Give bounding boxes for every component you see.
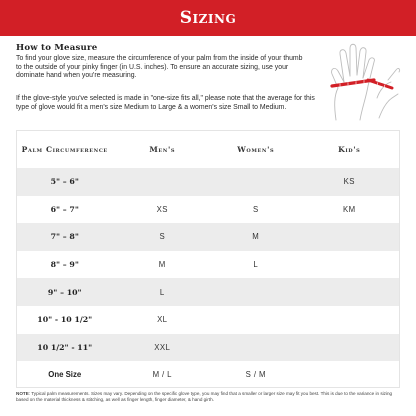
table-row (17, 278, 399, 306)
size-chart-table (16, 130, 400, 388)
palm-range: 10 1/2" - 11" (37, 342, 93, 352)
table-row (17, 251, 399, 279)
hand-measuring-tape-illustration (322, 40, 402, 122)
table-row (17, 306, 399, 334)
table-header-row (17, 131, 399, 168)
kids-size: KM (343, 204, 356, 214)
womens-size: M (252, 232, 260, 242)
mens-size: XXL (154, 342, 171, 352)
page-title: Sizing (179, 8, 237, 28)
footnote-text: : Typical palm measurements. Sizes may vary. Depending on the specific glove type, you may find that a smaller or larger size may fit you best. This is due to the variance in sizing based on the material thickness & stitching, as well as finger length, finger diameter, & hand girth. (16, 391, 393, 403)
footnote (16, 391, 402, 403)
sizing-banner (0, 0, 416, 36)
how-to-measure-heading: How to Measure (16, 43, 98, 53)
table-row (17, 196, 399, 224)
header-kids: Kid's (338, 144, 361, 154)
palm-range: 10" - 10 1/2" (37, 315, 93, 325)
one-size-note: If the glove-style you've selected is made in "one-size fits all," please note that the average for this type of glove would fit a men's size Medium to Large & a women's size Small to Medium. (16, 95, 315, 111)
womens-size: S / M (245, 370, 266, 380)
mens-size: S (159, 232, 166, 242)
palm-range: 5" – 6" (50, 177, 79, 187)
table-row (17, 223, 399, 251)
palm-range: One Size (48, 370, 82, 380)
mens-size: XL (157, 315, 168, 325)
table-row (17, 168, 399, 196)
womens-size: L (253, 260, 259, 270)
how-to-measure-instructions: To find your glove size, measure the circumference of your palm from the inside of your thumb to the outside of your pinky finger (in U.S. inches). To ensure an accurate sizing, use your dominate hand when you're measuring. (16, 55, 303, 80)
kids-size: KS (343, 177, 355, 187)
palm-range: 7" – 8" (50, 232, 79, 242)
womens-size: S (252, 204, 259, 214)
mens-size: XS (156, 204, 168, 214)
palm-range: 9" – 10" (47, 287, 82, 297)
header-womens: Women's (237, 144, 275, 154)
mens-size: L (159, 287, 165, 297)
footnote-label: NOTE (16, 391, 29, 396)
mens-size: M (158, 260, 166, 270)
palm-range: 6" – 7" (50, 204, 79, 214)
header-mens: Men's (149, 144, 176, 154)
table-row (17, 361, 399, 389)
table-row (17, 334, 399, 362)
mens-size: M / L (152, 370, 172, 380)
header-palm-circumference: Palm Circumference (21, 144, 108, 154)
palm-range: 8" – 9" (50, 260, 79, 270)
